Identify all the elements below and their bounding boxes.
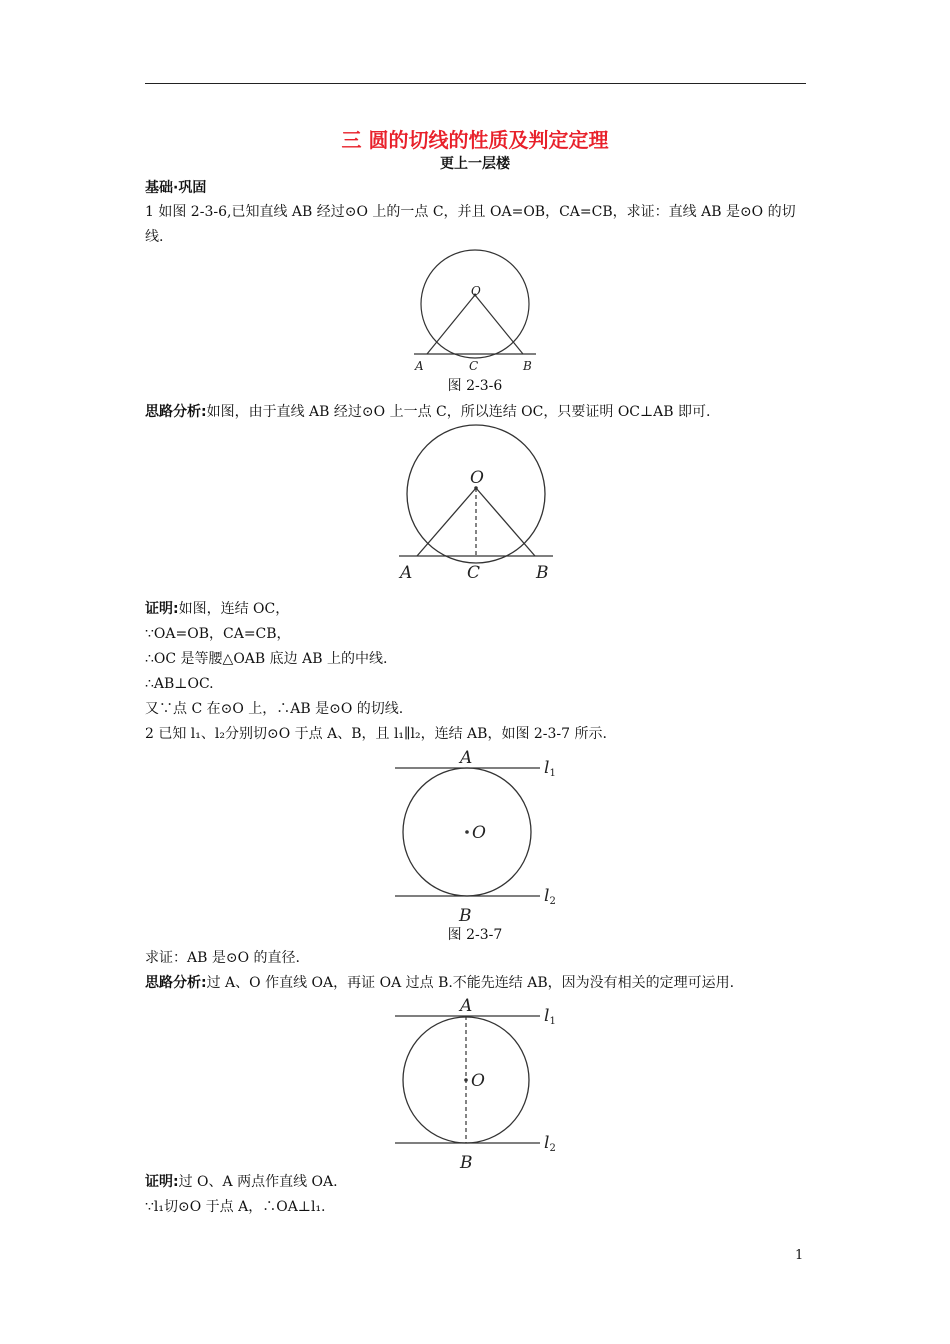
figure-analysis-1 (395, 430, 560, 585)
analysis-1-label: 思路分析: (145, 404, 207, 420)
proof-1-line-3: ∴OC 是等腰△OAB 底边 AB 上的中线. (145, 651, 388, 667)
fig237-label-l2-sub: 2 (549, 896, 556, 907)
proof-1-line-2: ∵OA=OB，CA=CB， (145, 626, 291, 642)
fig237-label-l2: l (544, 886, 550, 906)
prove-2: 求证：AB 是⊙O 的直径. (145, 950, 300, 966)
problem-1-line-2: 线. (145, 229, 164, 245)
fig2b-label-b: B (460, 1153, 473, 1173)
proof-1-text: 如图，连结 OC， (178, 601, 290, 617)
figure-2-3-7 (390, 745, 570, 925)
problem-1-line-1: 1 如图 2-3-6,已知直线 AB 经过⊙O 上的一点 C，并且 OA=OB，CA=CB，求证：直线 AB 是⊙O 的切 (145, 204, 796, 220)
proof-1-label: 证明: (145, 601, 179, 617)
section-heading: 基础·巩固 (145, 180, 207, 196)
fig237-label-l1-sub: 1 (549, 768, 556, 779)
figure-2-3-6-caption: 图 2-3-6 (447, 378, 503, 394)
analysis-2-text: 过 A、O 作直线 OA，再证 OA 过点 B.不能先连结 AB，因为没有相关的定理可运用. (206, 975, 735, 991)
fig237-label-a: A (460, 748, 473, 768)
fig2b-label-a: A (460, 996, 473, 1016)
analysis-2-label: 思路分析: (145, 975, 207, 991)
figure-2-3-7-caption: 图 2-3-7 (447, 927, 503, 943)
fig2b-label-l1: l (544, 1006, 550, 1026)
proof-1-line-5: 又∵点 C 在⊙O 上，∴AB 是⊙O 的切线. (145, 701, 404, 717)
page-number: 1 (795, 1248, 804, 1263)
proof-2-label: 证明: (145, 1174, 179, 1190)
fig2b-label-l2-sub: 2 (549, 1143, 556, 1154)
fig237-label-l1: l (544, 758, 550, 778)
analysis-2 (145, 973, 815, 993)
proof-2-text: 过 O、A 两点作直线 OA. (178, 1174, 338, 1190)
fig1b-label-c: C (467, 563, 481, 583)
fig237-label-b: B (459, 906, 472, 926)
fig2b-label-l2: l (544, 1133, 550, 1153)
figure-analysis-2 (390, 993, 570, 1173)
svg-text:l2 (544, 1133, 556, 1154)
svg-text:l1 (544, 758, 556, 779)
fig237-label-o: O (472, 823, 486, 843)
fig2b-label-o: O (471, 1071, 485, 1091)
proof-2-line-1 (145, 1172, 815, 1192)
fig236-label-c: C (469, 359, 479, 373)
analysis-1 (145, 402, 815, 422)
fig1b-label-a: A (400, 563, 413, 583)
figure-2-3-6 (410, 250, 540, 375)
problem-2: 2 已知 l₁、l₂分别切⊙O 于点 A、B，且 l₁∥l₂，连结 AB，如图 2-3-7 所示. (145, 726, 607, 742)
page-subtitle: 更上一层楼 (440, 156, 510, 172)
header-rule (145, 83, 806, 84)
proof-2-line-2: ∵l₁切⊙O 于点 A，∴OA⊥l₁. (145, 1199, 326, 1215)
fig1b-label-o: O (470, 468, 484, 488)
svg-text:l1 (544, 1006, 556, 1027)
analysis-1-text: 如图，由于直线 AB 经过⊙O 上一点 C，所以连结 OC，只要证明 OC⊥AB 即可. (206, 404, 711, 420)
fig2b-label-l1-sub: 1 (549, 1016, 556, 1027)
proof-1-line-4: ∴AB⊥OC. (145, 676, 214, 692)
page-title: 三 圆的切线的性质及判定定理 (341, 128, 609, 152)
fig1b-label-b: B (536, 563, 549, 583)
svg-text:l2 (544, 886, 556, 907)
fig236-label-o: O (471, 284, 481, 298)
fig236-label-a: A (415, 359, 424, 373)
fig236-label-b: B (523, 359, 532, 373)
proof-1-line-1 (145, 599, 815, 619)
